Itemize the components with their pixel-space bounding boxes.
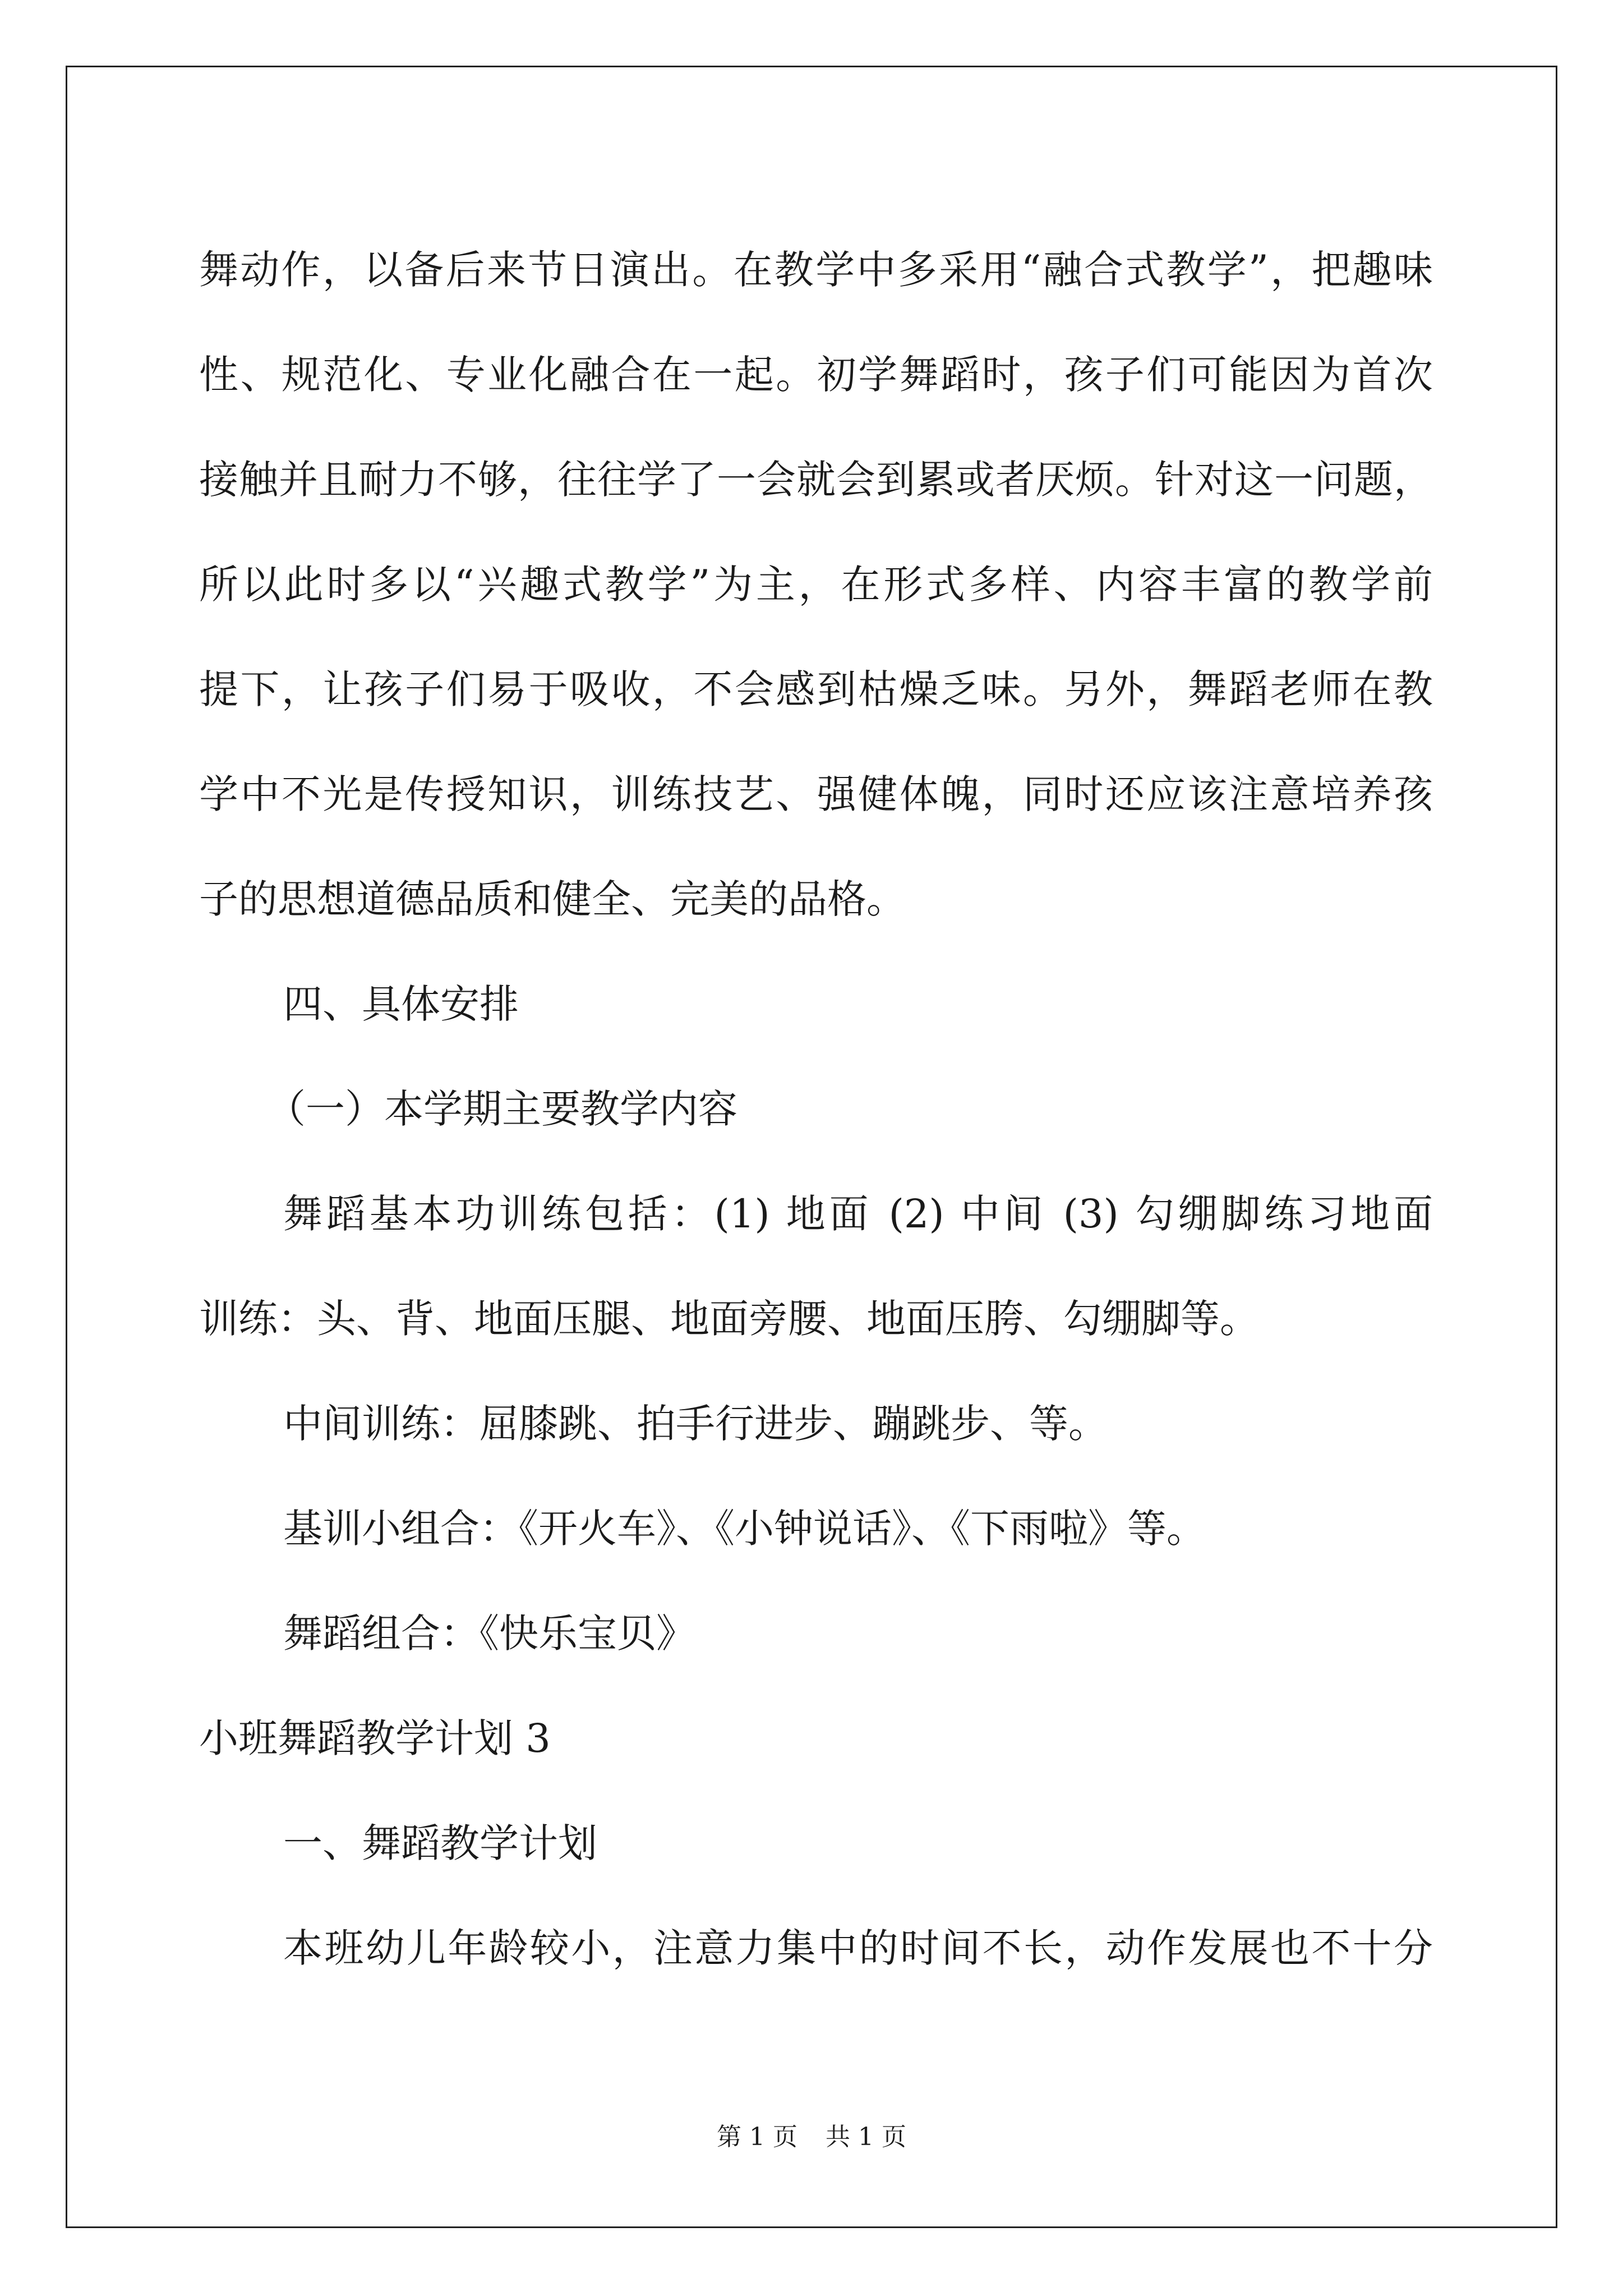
paragraph-line: 舞动作，以备后来节日演出。在教学中多采用“融合式教学”，把趣味 <box>199 247 1433 293</box>
paragraph-line: 中间训练：屈膝跳、拍手行进步、蹦跳步、等。 <box>283 1401 1108 1447</box>
document-body <box>199 218 1433 2001</box>
paragraph-line: 训练：头、背、地面压腿、地面旁腰、地面压胯、勾绷脚等。 <box>199 1296 1259 1342</box>
paragraph-line: 提下，让孩子们易于吸收，不会感到枯燥乏味。另外，舞蹈老师在教 <box>199 666 1433 712</box>
section-heading: 一、舞蹈教学计划 <box>283 1820 597 1866</box>
page-total: 共 1 页 <box>826 2123 906 2151</box>
document-title: 小班舞蹈教学计划 3 <box>199 1715 551 1761</box>
paragraph-line: 本班幼儿年龄较小，注意力集中的时间不长，动作发展也不十分 <box>283 1925 1433 1971</box>
paragraph-line: 性、规范化、专业化融合在一起。初学舞蹈时，孩子们可能因为首次 <box>199 352 1433 398</box>
paragraph-line: 基训小组合：《开火车》、《小钟说话》、《下雨啦》等。 <box>283 1506 1206 1552</box>
paragraph-line: 接触并且耐力不够，往往学了一会就会到累或者厌烦。针对这一问题， <box>199 457 1433 503</box>
section-heading: 四、具体安排 <box>283 981 519 1027</box>
paragraph-line: 所以此时多以“兴趣式教学”为主，在形式多样、内容丰富的教学前 <box>199 562 1433 608</box>
paragraph-line: 学中不光是传授知识，训练技艺、强健体魄，同时还应该注意培养孩 <box>199 771 1433 817</box>
paragraph-line: 子的思想道德品质和健全、完美的品格。 <box>199 876 906 922</box>
page-footer <box>0 2120 1623 2154</box>
paragraph-line: 舞蹈组合：《快乐宝贝》 <box>283 1611 695 1657</box>
page-number: 第 1 页 <box>717 2123 797 2151</box>
paragraph-line: 舞蹈基本功训练包括：(1) 地面 (2) 中间 (3) 勾绷脚练习地面 <box>283 1191 1433 1237</box>
subsection-heading: （一）本学期主要教学内容 <box>266 1086 737 1132</box>
